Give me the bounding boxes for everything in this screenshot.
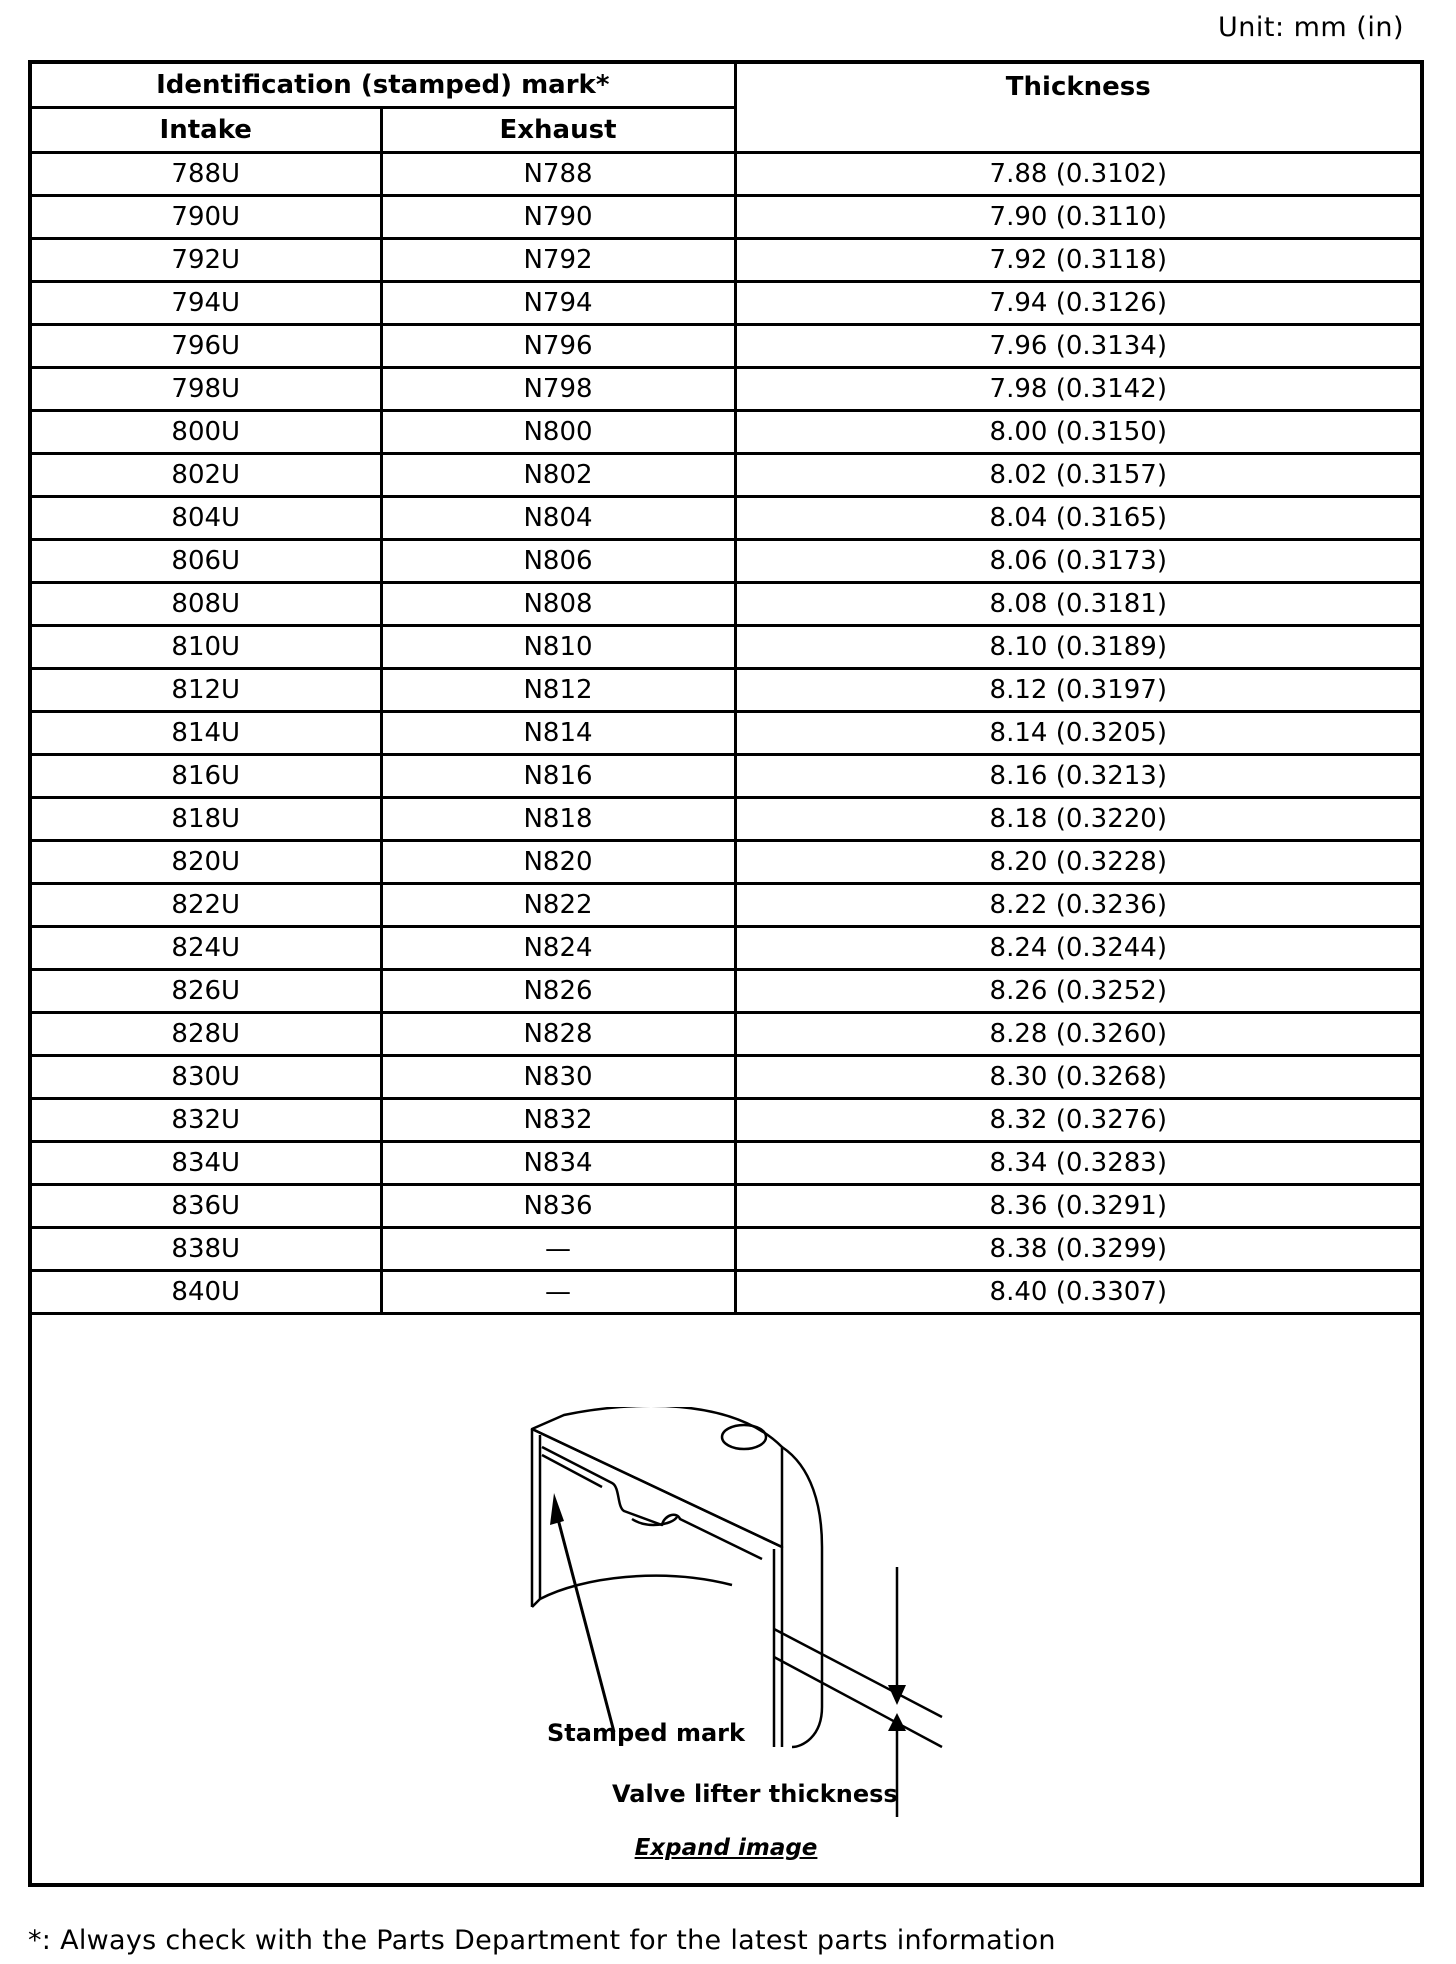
cell-intake: 816U bbox=[30, 755, 381, 798]
cell-exhaust: N806 bbox=[381, 540, 735, 583]
cell-thickness: 8.04 (0.3165) bbox=[735, 497, 1422, 540]
table-row bbox=[30, 325, 1422, 368]
table-row bbox=[30, 196, 1422, 239]
cell-exhaust: N818 bbox=[381, 798, 735, 841]
table-row bbox=[30, 669, 1422, 712]
cell-exhaust: N792 bbox=[381, 239, 735, 282]
cell-intake: 798U bbox=[30, 368, 381, 411]
cell-intake: 790U bbox=[30, 196, 381, 239]
table-row bbox=[30, 970, 1422, 1013]
cell-intake: 812U bbox=[30, 669, 381, 712]
cell-exhaust: N822 bbox=[381, 884, 735, 927]
cell-intake: 802U bbox=[30, 454, 381, 497]
table-row bbox=[30, 712, 1422, 755]
footnote: *: Always check with the Parts Department for the latest parts information bbox=[28, 1925, 1056, 1956]
cell-thickness: 7.96 (0.3134) bbox=[735, 325, 1422, 368]
cell-thickness: 7.90 (0.3110) bbox=[735, 196, 1422, 239]
table-row bbox=[30, 1142, 1422, 1185]
table-row bbox=[30, 841, 1422, 884]
valve-lifter-thickness-label: Valve lifter thickness bbox=[612, 1780, 898, 1808]
cell-thickness: 7.94 (0.3126) bbox=[735, 282, 1422, 325]
unit-label: Unit: mm (in) bbox=[1217, 12, 1404, 43]
table-row bbox=[30, 1013, 1422, 1056]
cell-intake: 840U bbox=[30, 1271, 381, 1314]
cell-exhaust: N808 bbox=[381, 583, 735, 626]
table-row bbox=[30, 798, 1422, 841]
table-row bbox=[30, 755, 1422, 798]
cell-exhaust: — bbox=[381, 1271, 735, 1314]
header-exhaust: Exhaust bbox=[381, 108, 735, 153]
table-body bbox=[30, 153, 1422, 1314]
cell-intake: 794U bbox=[30, 282, 381, 325]
table-row bbox=[30, 368, 1422, 411]
header-identification-mark: Identification (stamped) mark* bbox=[30, 62, 735, 108]
header-intake: Intake bbox=[30, 108, 381, 153]
cell-exhaust: N836 bbox=[381, 1185, 735, 1228]
cell-exhaust: N788 bbox=[381, 153, 735, 196]
cell-intake: 834U bbox=[30, 1142, 381, 1185]
cell-thickness: 8.16 (0.3213) bbox=[735, 755, 1422, 798]
cell-thickness: 8.34 (0.3283) bbox=[735, 1142, 1422, 1185]
cell-thickness: 7.92 (0.3118) bbox=[735, 239, 1422, 282]
figure-cell bbox=[30, 1314, 1422, 1886]
table-row bbox=[30, 583, 1422, 626]
table-row bbox=[30, 1185, 1422, 1228]
cell-intake: 788U bbox=[30, 153, 381, 196]
cell-exhaust: — bbox=[381, 1228, 735, 1271]
cell-thickness: 8.38 (0.3299) bbox=[735, 1228, 1422, 1271]
cell-thickness: 8.22 (0.3236) bbox=[735, 884, 1422, 927]
cell-exhaust: N796 bbox=[381, 325, 735, 368]
stamped-mark-label: Stamped mark bbox=[547, 1719, 745, 1747]
cell-thickness: 8.30 (0.3268) bbox=[735, 1056, 1422, 1099]
table-row bbox=[30, 1228, 1422, 1271]
cell-exhaust: N790 bbox=[381, 196, 735, 239]
cell-exhaust: N820 bbox=[381, 841, 735, 884]
table-row bbox=[30, 540, 1422, 583]
cell-exhaust: N814 bbox=[381, 712, 735, 755]
cell-thickness: 8.14 (0.3205) bbox=[735, 712, 1422, 755]
figure-row bbox=[30, 1314, 1422, 1886]
cell-exhaust: N816 bbox=[381, 755, 735, 798]
table-row bbox=[30, 626, 1422, 669]
cell-intake: 836U bbox=[30, 1185, 381, 1228]
table-row bbox=[30, 282, 1422, 325]
header-row-group bbox=[30, 62, 1422, 108]
cell-thickness: 8.24 (0.3244) bbox=[735, 927, 1422, 970]
cell-exhaust: N812 bbox=[381, 669, 735, 712]
cell-intake: 814U bbox=[30, 712, 381, 755]
cell-thickness: 8.26 (0.3252) bbox=[735, 970, 1422, 1013]
cell-thickness: 8.36 (0.3291) bbox=[735, 1185, 1422, 1228]
cell-thickness: 8.20 (0.3228) bbox=[735, 841, 1422, 884]
expand-image-link[interactable]: Expand image bbox=[634, 1835, 818, 1861]
table-row bbox=[30, 497, 1422, 540]
cell-exhaust: N794 bbox=[381, 282, 735, 325]
cell-intake: 806U bbox=[30, 540, 381, 583]
cell-exhaust: N800 bbox=[381, 411, 735, 454]
cell-exhaust: N804 bbox=[381, 497, 735, 540]
cell-exhaust: N830 bbox=[381, 1056, 735, 1099]
valve-lifter-diagram bbox=[502, 1407, 972, 1827]
cell-thickness: 8.28 (0.3260) bbox=[735, 1013, 1422, 1056]
table-row bbox=[30, 153, 1422, 196]
cell-intake: 804U bbox=[30, 497, 381, 540]
cell-intake: 826U bbox=[30, 970, 381, 1013]
table-row bbox=[30, 884, 1422, 927]
cell-exhaust: N826 bbox=[381, 970, 735, 1013]
cell-intake: 792U bbox=[30, 239, 381, 282]
cell-exhaust: N824 bbox=[381, 927, 735, 970]
cell-thickness: 8.10 (0.3189) bbox=[735, 626, 1422, 669]
cell-exhaust: N798 bbox=[381, 368, 735, 411]
cell-thickness: 8.32 (0.3276) bbox=[735, 1099, 1422, 1142]
cell-intake: 822U bbox=[30, 884, 381, 927]
header-thickness: Thickness bbox=[735, 62, 1422, 153]
cell-thickness: 8.18 (0.3220) bbox=[735, 798, 1422, 841]
cell-intake: 830U bbox=[30, 1056, 381, 1099]
cell-exhaust: N834 bbox=[381, 1142, 735, 1185]
cell-exhaust: N832 bbox=[381, 1099, 735, 1142]
table-row bbox=[30, 1271, 1422, 1314]
valve-lifter-figure bbox=[502, 1407, 972, 1839]
table-row bbox=[30, 411, 1422, 454]
table-row bbox=[30, 927, 1422, 970]
cell-intake: 824U bbox=[30, 927, 381, 970]
cell-thickness: 7.98 (0.3142) bbox=[735, 368, 1422, 411]
cell-thickness: 8.06 (0.3173) bbox=[735, 540, 1422, 583]
cell-thickness: 8.40 (0.3307) bbox=[735, 1271, 1422, 1314]
cell-intake: 828U bbox=[30, 1013, 381, 1056]
cell-intake: 818U bbox=[30, 798, 381, 841]
table-row bbox=[30, 239, 1422, 282]
cell-thickness: 8.02 (0.3157) bbox=[735, 454, 1422, 497]
cell-exhaust: N810 bbox=[381, 626, 735, 669]
cell-intake: 800U bbox=[30, 411, 381, 454]
cell-intake: 796U bbox=[30, 325, 381, 368]
cell-intake: 832U bbox=[30, 1099, 381, 1142]
valve-lifter-spec-table bbox=[28, 60, 1424, 1887]
cell-intake: 838U bbox=[30, 1228, 381, 1271]
cell-thickness: 8.08 (0.3181) bbox=[735, 583, 1422, 626]
table-row bbox=[30, 1099, 1422, 1142]
cell-thickness: 8.12 (0.3197) bbox=[735, 669, 1422, 712]
cell-intake: 808U bbox=[30, 583, 381, 626]
cell-exhaust: N828 bbox=[381, 1013, 735, 1056]
cell-thickness: 8.00 (0.3150) bbox=[735, 411, 1422, 454]
table-row bbox=[30, 1056, 1422, 1099]
table-row bbox=[30, 454, 1422, 497]
cell-exhaust: N802 bbox=[381, 454, 735, 497]
cell-intake: 810U bbox=[30, 626, 381, 669]
cell-thickness: 7.88 (0.3102) bbox=[735, 153, 1422, 196]
cell-intake: 820U bbox=[30, 841, 381, 884]
